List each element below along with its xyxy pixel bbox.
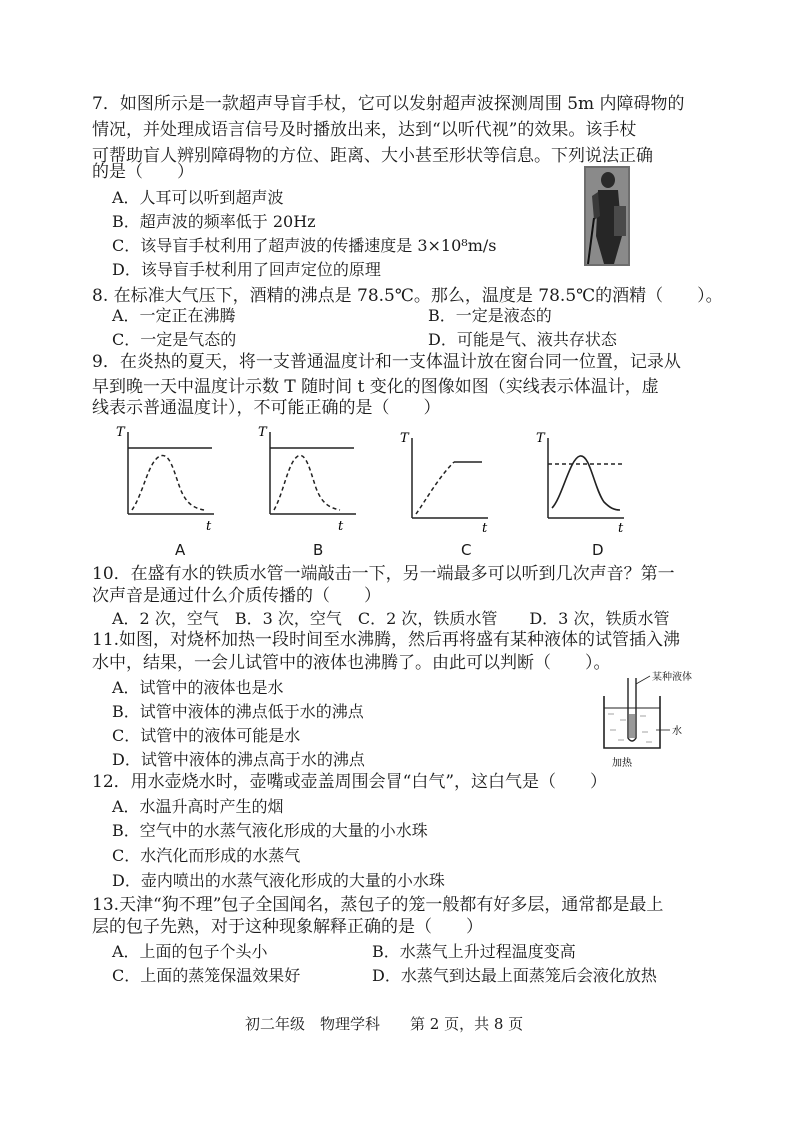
q7-option-b: B．超声波的频率低于 20Hz xyxy=(112,212,316,231)
q12-option-b: B．空气中的水蒸气液化形成的大量的小水珠 xyxy=(112,821,428,840)
graph-a xyxy=(114,422,234,532)
q8-option-b: B．一定是液态的 xyxy=(428,306,552,325)
q11-option-d: D．试管中液体的沸点高于水的沸点 xyxy=(112,750,365,769)
q13-option-d: D．水蒸气到达最上面蒸笼后会液化放热 xyxy=(372,966,657,985)
graph-b xyxy=(256,422,376,532)
graph-b-dashed-line xyxy=(274,455,340,510)
graph-c-dashed-line xyxy=(416,462,454,514)
q11-option-a: A．试管中的液体也是水 xyxy=(112,678,284,697)
q9-line1: 9．在炎热的夏天，将一支普通温度计和一支体温计放在窗台同一位置，记录从 xyxy=(92,352,681,372)
graph-a-x-axis-label: t xyxy=(206,519,212,532)
page-footer: 初二年级 物理学科 第 2 页，共 8 页 xyxy=(245,1015,524,1033)
q7-line3: 可帮助盲人辨别障碍物的方位、距离、大小甚至形状等信息。下列说法正确 xyxy=(92,146,653,166)
beaker-liquid-label: 某种液体 xyxy=(652,672,692,683)
q7-option-c: C．该导盲手杖利用了超声波的传播速度是 3×10⁸m/s xyxy=(112,236,497,255)
q12-option-a: A．水温升高时产生的烟 xyxy=(112,797,284,816)
graph-d-x-axis-label: t xyxy=(618,521,624,532)
q8-line1: 8. 在标准大气压下，酒精的沸点是 78.5℃。那么，温度是 78.5℃的酒精（ ）。 xyxy=(92,286,723,306)
cane-photo-image xyxy=(584,166,630,266)
q11-option-c: C．试管中的液体可能是水 xyxy=(112,726,301,745)
q10-options: A．2 次，空气 B．3 次，空气 C．2 次，铁质水管 D．3 次，铁质水管 xyxy=(112,609,670,628)
q10-line2: 次声音是通过什么介质传播的（ ） xyxy=(92,586,381,606)
q13-line1: 13.天津“狗不理”包子全国闻名，蒸包子的笼一般都有好多层，通常都是最上 xyxy=(92,895,664,915)
q10-line1: 10．在盛有水的铁质水管一端敲击一下，另一端最多可以听到几次声音？第一 xyxy=(92,564,675,584)
q9-line2: 早到晚一天中温度计示数 T 随时间 t 变化的图像如图（实线表示体温计，虚 xyxy=(92,377,659,397)
q7-line4: 的是（ ） xyxy=(92,162,194,182)
q12-option-d: D．壶内喷出的水蒸气液化形成的大量的小水珠 xyxy=(112,871,445,890)
q13-option-c: C．上面的蒸笼保温效果好 xyxy=(112,966,301,985)
q7-line1: 7．如图所示是一款超声导盲手杖，它可以发射超声波探测周围 5m 内障碍物的 xyxy=(92,94,685,114)
q8-option-a: A．一定正在沸腾 xyxy=(112,306,236,325)
q12-line1: 12．用水壶烧水时，壶嘴或壶盖周围会冒“白气”，这白气是（ ） xyxy=(92,772,608,792)
graph-d-t-axis-label: T xyxy=(536,431,545,446)
graph-b-x-axis-label: t xyxy=(338,519,344,532)
q11-line1: 11.如图，对烧杯加热一段时间至水沸腾，然后再将盛有某种液体的试管插入沸 xyxy=(92,630,681,650)
graph-c-t-axis-label: T xyxy=(400,431,409,446)
q7-option-a: A．人耳可以听到超声波 xyxy=(112,188,284,207)
graph-b-t-axis-label: T xyxy=(258,425,267,440)
graph-c xyxy=(398,428,498,532)
graph-a-t-axis-label: T xyxy=(116,425,125,440)
q7-option-d: D．该导盲手杖利用了回声定位的原理 xyxy=(112,260,381,279)
beaker-water-label: 水 xyxy=(672,726,682,737)
graph-d-label: D xyxy=(592,541,604,559)
q8-option-c: C．一定是气态的 xyxy=(112,330,237,349)
q8-option-d: D．可能是气、液共存状态 xyxy=(428,330,617,349)
graph-b-label: B xyxy=(313,541,324,559)
q13-option-b: B．水蒸气上升过程温度变高 xyxy=(372,942,576,961)
graph-d xyxy=(534,428,634,532)
q13-option-a: A．上面的包子个头小 xyxy=(112,942,268,961)
graph-a-label: A xyxy=(175,541,186,559)
q9-line3: 线表示普通温度计），不可能正确的是（ ） xyxy=(92,398,441,418)
q11-line2: 水中，结果，一会儿试管中的液体也沸腾了。由此可以判断（ ）。 xyxy=(92,653,611,673)
q12-option-c: C．水汽化而形成的水蒸气 xyxy=(112,846,301,865)
q7-line2: 情况，并处理成语言信号及时播放出来，达到“以听代视”的效果。该手杖 xyxy=(92,120,637,140)
graph-c-label: C xyxy=(461,541,472,559)
graph-c-x-axis-label: t xyxy=(482,521,488,532)
q11-option-b: B．试管中液体的沸点低于水的沸点 xyxy=(112,702,364,721)
q13-line2: 层的包子先熟，对于这种现象解释正确的是（ ） xyxy=(92,917,483,937)
graph-a-dashed-line xyxy=(132,455,204,510)
beaker-figure xyxy=(598,674,694,774)
beaker-heat-label: 加热 xyxy=(612,758,632,769)
